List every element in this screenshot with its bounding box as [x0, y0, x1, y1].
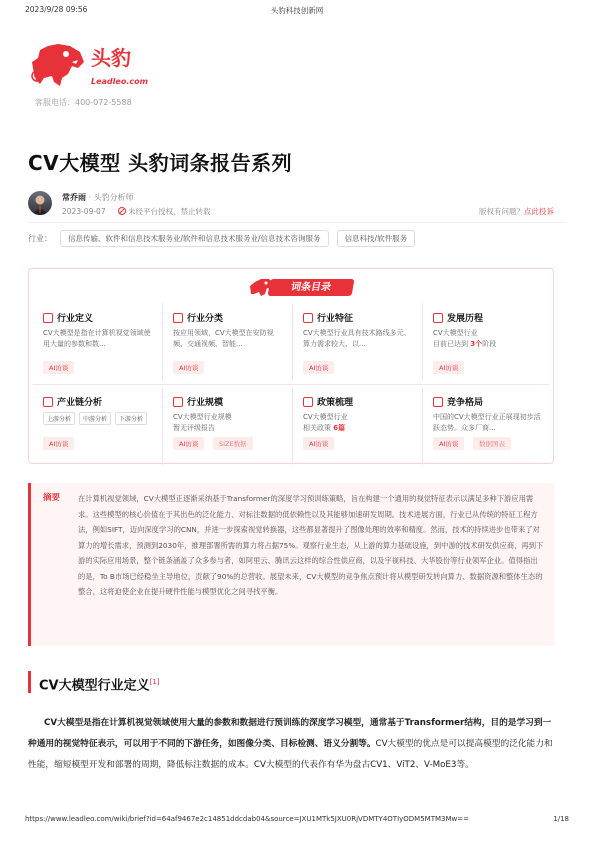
toc-item-desc: CV大模型行业具有技术路线多元、算力需求较大、以... — [303, 329, 411, 348]
publish-date: 2023-09-07 — [62, 207, 106, 216]
toc-item-desc-suffix: 阶段 — [482, 340, 497, 348]
copyright-notice — [479, 206, 554, 217]
toc-item-title: 行业定义 — [57, 314, 94, 324]
data-chart-badge[interactable]: 数据图表 — [473, 437, 511, 450]
divider — [28, 222, 566, 223]
toc-item-title: 政策梳理 — [317, 398, 354, 408]
toc-item-desc: CV大模型行业规模 暂无评级报告 — [173, 413, 232, 432]
toc-item-title: 行业规模 — [187, 398, 224, 408]
toc-heading — [247, 276, 357, 298]
print-header — [25, 5, 569, 17]
page-number: 1/18 — [553, 815, 569, 823]
toc-item-market-size[interactable] — [163, 387, 293, 465]
repost-warning — [118, 207, 211, 216]
leadleo-logo[interactable] — [28, 40, 148, 92]
toc-item-competition[interactable] — [423, 387, 553, 465]
chart-icon — [173, 397, 183, 407]
industry-row — [28, 230, 415, 247]
flag-icon — [433, 313, 443, 323]
toc-item-title: 行业特征 — [317, 314, 354, 324]
toc-item-desc-prefix: CV大模型行业 目前已达到 — [433, 329, 478, 348]
logo-url-text: Leadleo.com — [91, 77, 148, 86]
chain-icon — [43, 397, 53, 407]
citation-ref[interactable]: [1] — [149, 678, 160, 686]
toc-item-desc-prefix: CV大模型行业 相关政策 — [303, 413, 348, 432]
author-avatar — [28, 191, 52, 215]
toc-item-title: 行业分类 — [187, 314, 224, 324]
report-link[interactable]: 点此投诉 — [524, 207, 554, 216]
toc-item-desc — [303, 412, 415, 434]
toc-item-title: 发展历程 — [447, 314, 484, 324]
toc-item-classification[interactable] — [163, 303, 293, 381]
competition-icon — [433, 397, 443, 407]
toc-row-divider — [33, 384, 549, 385]
print-site-title: 头豹科技创新网 — [270, 6, 324, 15]
toc-item-desc: CV大模型是指在计算机视觉领域使用大量的参数和数... — [43, 329, 151, 348]
leopard-logo-icon — [28, 40, 86, 90]
author-role: · 头豹分析师 — [88, 193, 134, 202]
copyright-question: 版权有问题？ — [479, 207, 524, 216]
industry-label: 行业： — [28, 234, 52, 243]
industry-tag[interactable]: 信息科技/软件服务 — [337, 230, 416, 247]
chain-subtags — [43, 412, 147, 425]
abstract-label: 摘要 — [43, 493, 61, 503]
page-url: https://www.leadleo.com/wiki/brief?id=64af9467e2c14851ddcdab04&source=JXU1MTk5JXU0RjVDMTY4OTIyODM5MTM3Mw== — [25, 815, 469, 823]
toc-item-title: 竞争格局 — [447, 398, 484, 408]
ai-interview-badge[interactable]: AI访谈 — [433, 437, 464, 450]
subtag-upstream[interactable]: 上游分析 — [43, 412, 75, 425]
ai-interview-badge[interactable]: AI访谈 — [303, 361, 334, 374]
definition-rest: CV大模型的优点是可以提高模型的泛化能力和性能，缩短模型开发和部署的周期，降低标注数据的成本。CV大模型的代表作有华为盘古CV1、ViT2、V-MoE3等。 — [28, 739, 553, 770]
section-title: CV大模型行业定义 — [39, 678, 150, 694]
ai-interview-badge[interactable]: AI访谈 — [43, 361, 74, 374]
abstract-box — [28, 483, 554, 646]
document-icon — [43, 313, 53, 323]
author-name[interactable]: 常乔雨 — [62, 193, 86, 202]
toc-item-history[interactable] — [423, 303, 553, 381]
section-heading — [28, 671, 160, 693]
toc-item-desc: 按应用领域，CV大模型在安防视频、交通视频、智能... — [173, 329, 274, 348]
abstract-text: 在计算机视觉领域，CV大模型正逐渐采纳基于Transformer的深度学习预训练策略，旨在构建一个通用的视觉特征表示以满足多种下游应用需求。这些模型的核心价值在于其出色的泛化能力、对标注数据的低依赖性以及其能够加速研发周期。技术进展方面，行业已从传统的特征工程方法，例如SIFT，迈向深度学习的CNN，并进一步探索视觉转换器，这些都显著提升了图像处理的效率和精度。然而，技术的持续进步也带来了对算力的增长需求，预测到2030年，推理部署所需的算力将占据75%。观察行业生态，从上游的算力基础设施，到中游的技术研发供应商，再到下游的实际应用场景，整个链条涵盖了众多参与者，如阿里云、腾讯云这样的综合性供应商，以及宇视科技、大华股份等行业领军企业。值得指出的是，To B市场已经稳坐主导地位，贡献了90%的总营收。展望未来，CV大模型的竞争焦点预计将从模型研发转向算力、数据资源和整体生态的整合，这将迫使企业在提升硬件性能与模型优化之间寻找平衡。 — [78, 494, 544, 596]
ai-interview-badge[interactable]: AI访谈 — [43, 437, 74, 450]
toc-item-definition[interactable] — [33, 303, 163, 381]
toc-item-industry-chain[interactable] — [33, 387, 163, 465]
industry-tag[interactable]: 信息传输、软件和信息技术服务业/软件和信息技术服务业/信息技术咨询服务 — [60, 230, 329, 247]
stage-count: 3个 — [470, 340, 483, 348]
article-meta — [62, 206, 210, 217]
size-data-badge[interactable]: SIZE数据 — [213, 437, 253, 450]
ai-interview-badge[interactable]: AI访谈 — [173, 361, 204, 374]
toc-panel — [28, 268, 554, 464]
toc-item-title: 产业链分析 — [57, 398, 103, 408]
toc-title: 词条目录 — [268, 279, 355, 296]
category-icon — [173, 313, 183, 323]
policy-icon — [303, 397, 313, 407]
page-title: CV大模型 头豹词条报告系列 — [28, 151, 293, 175]
definition-bold: CV大模型是指在计算机视觉领域使用大量的参数和数据进行预训练的深度学习模型，通常基于Transformer结构，目的是学习到一种通用的视觉特征表示，可以用于不同的下游任务，如图像分类、目标检测、语义分割等。 — [28, 718, 552, 749]
toc-item-policy[interactable] — [293, 387, 423, 465]
policy-count: 6篇 — [333, 424, 346, 432]
print-datetime: 2023/9/28 09:56 — [25, 5, 88, 14]
toc-item-desc: 中国的CV大模型行业正展现初步活跃态势。众多厂商... — [433, 413, 541, 432]
author-line — [62, 192, 134, 203]
feature-icon — [303, 313, 313, 323]
repost-warning-text: 未经平台授权，禁止转载 — [127, 207, 211, 216]
toc-item-desc — [433, 328, 545, 350]
subtag-downstream[interactable]: 下游分析 — [115, 412, 147, 425]
ban-icon — [118, 207, 126, 215]
toc-item-features[interactable] — [293, 303, 423, 381]
logo-brand-text: 头豹 — [91, 46, 131, 70]
ai-interview-badge[interactable]: AI访谈 — [173, 437, 204, 450]
definition-paragraph — [28, 713, 554, 776]
ai-interview-badge[interactable]: AI访谈 — [433, 361, 464, 374]
subtag-midstream[interactable]: 中游分析 — [79, 412, 111, 425]
service-phone: 客服电话：400-072-5588 — [35, 98, 132, 107]
ai-interview-badge[interactable]: AI访谈 — [303, 437, 334, 450]
print-footer — [25, 815, 569, 827]
